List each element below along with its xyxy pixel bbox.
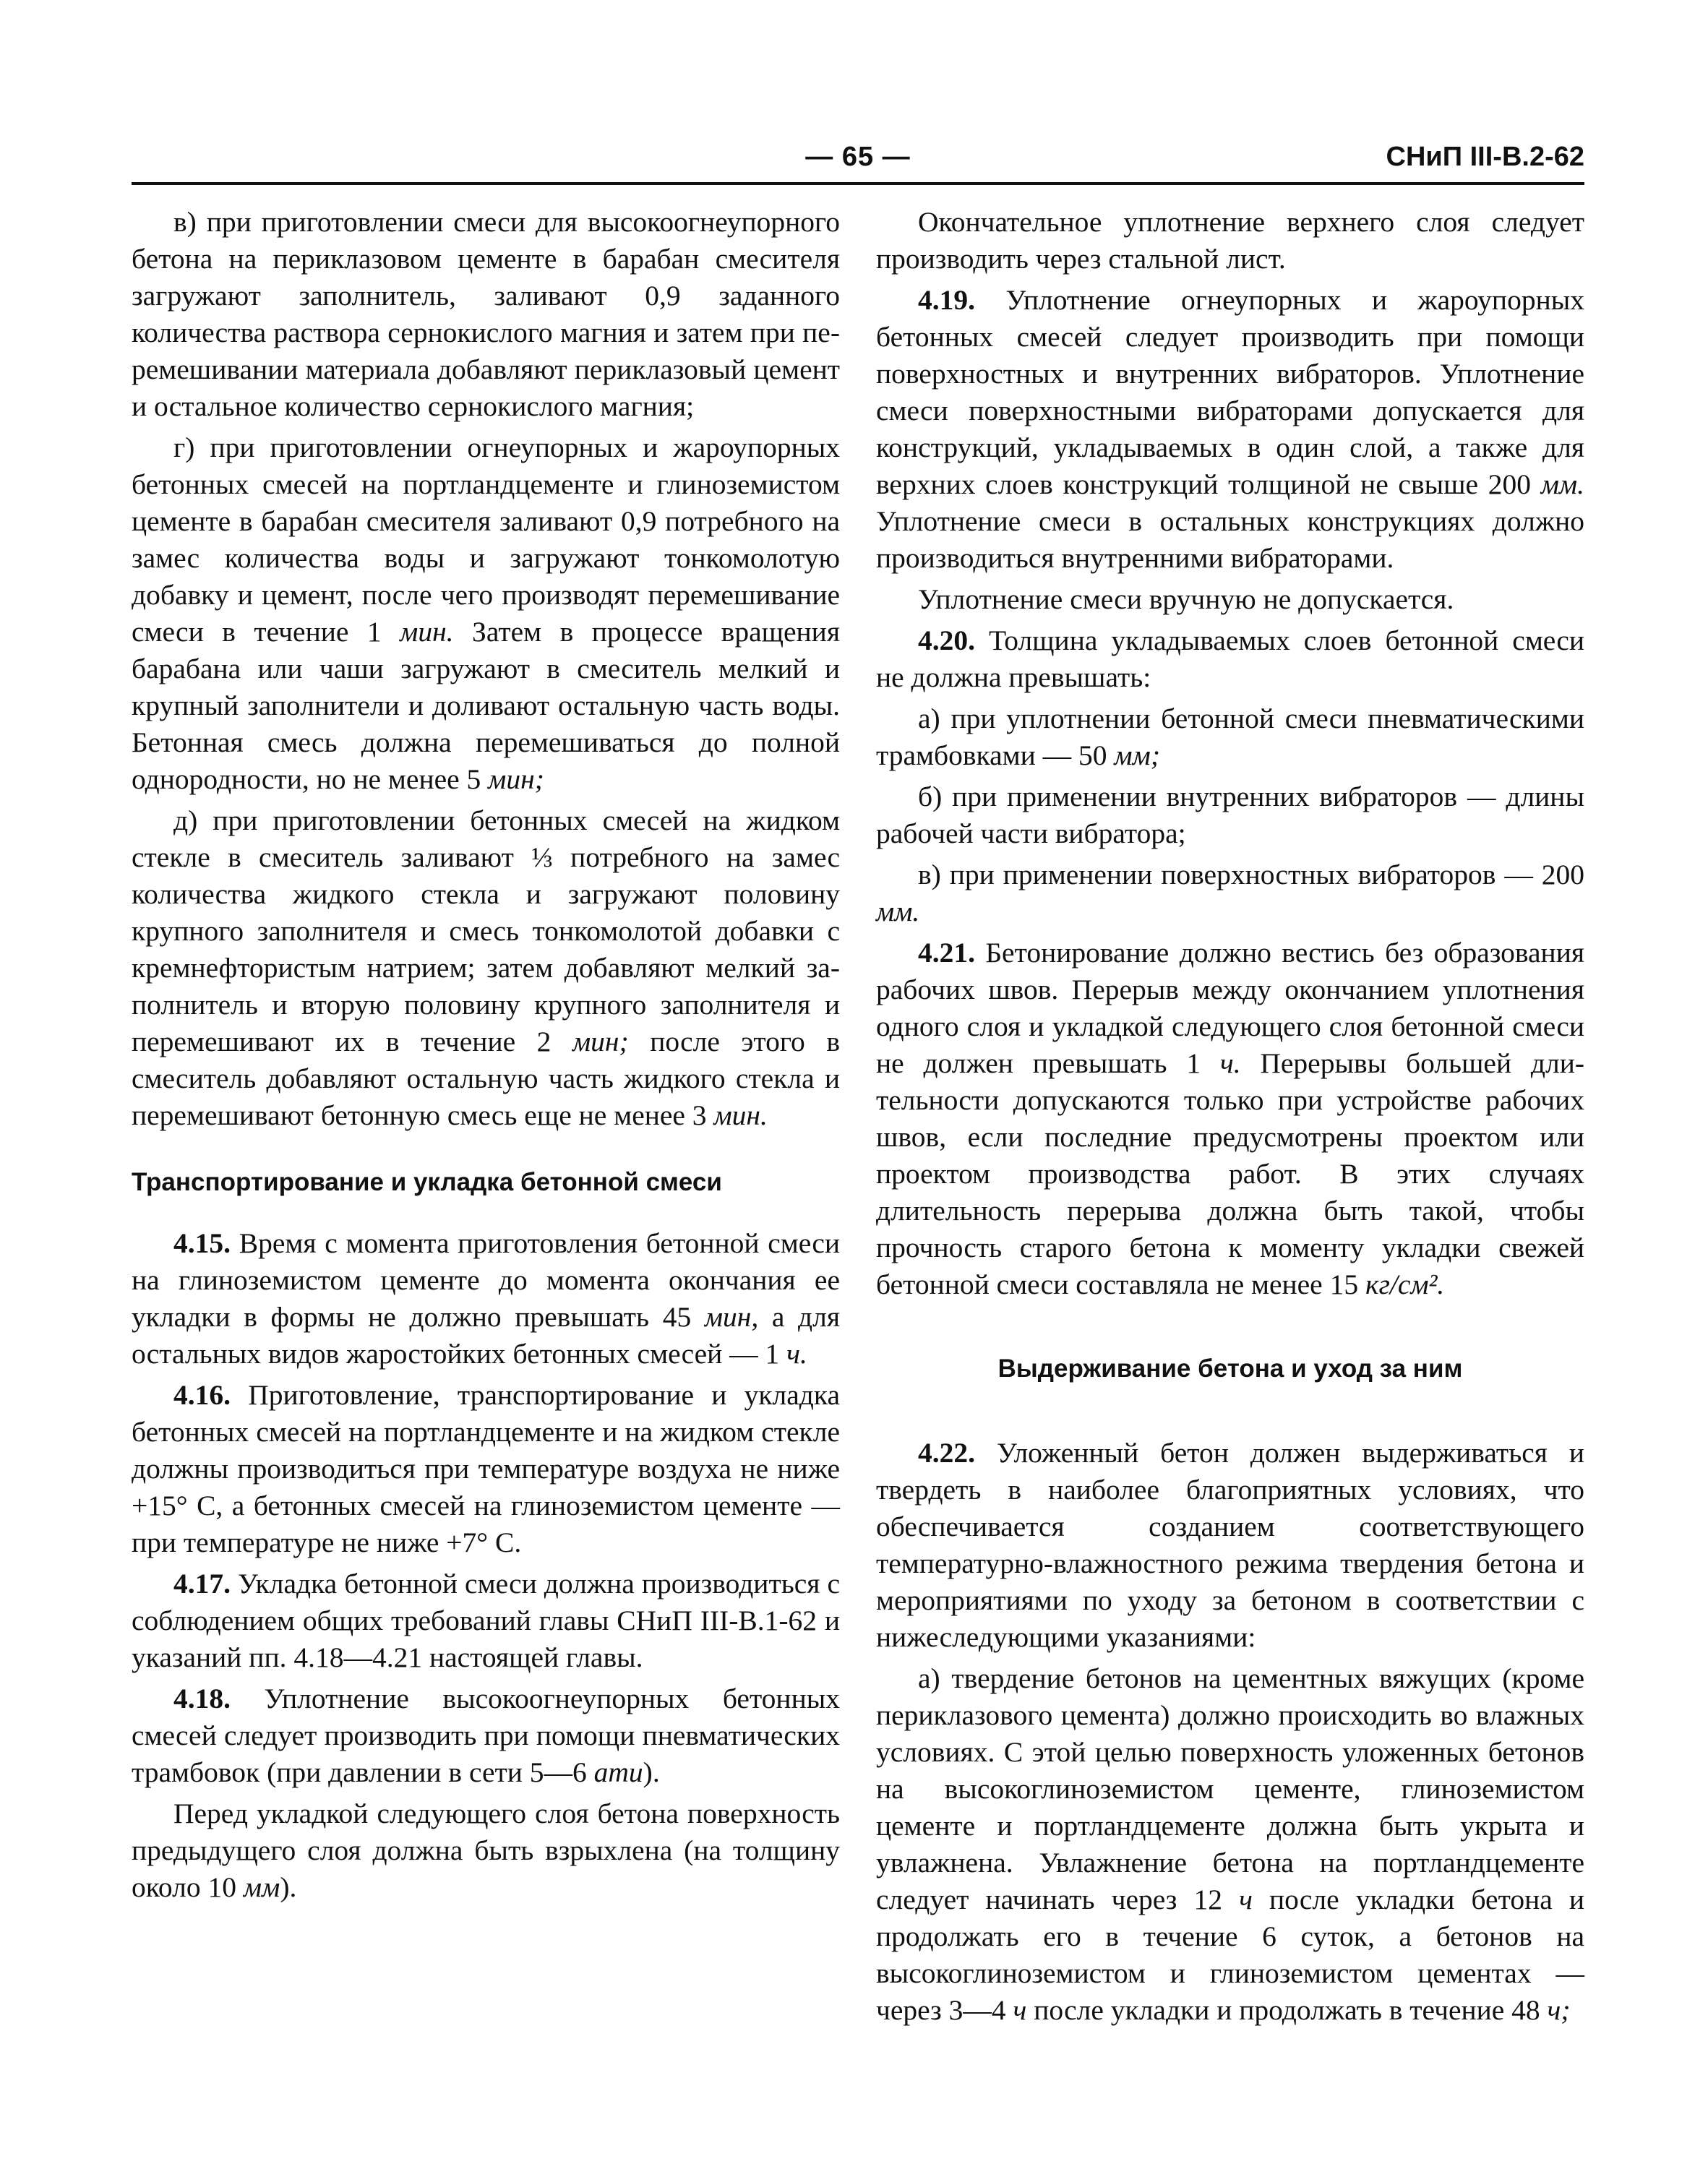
- clause-4-20-v: в) при применении поверхностных вибраторов — 200 мм.: [876, 859, 1584, 927]
- clause-4-16: 4.16. Приготовление, транспортирование и укладка бетонных смесей на портландцементе и на жидком стекле должны производиться при температуре воздуха не ниже +15° С, а бетонных смесей на глиноземистом цементе — при температуре не ниже +7° С.: [132, 1379, 840, 1558]
- item-g-paragraph: г) при приготовлении огнеупорных и жароупорных бетонных смесей на портландцементе и глиноземистом цементе в барабан смесителя заливают 0,9 потребного на замес количества воды и загружают тонкомолотую добавку и цемент, после чего производят перемешивание смеси в течение 1 мин. Затем в процессе вращения барабана или чаши загружают в смеситель мелкий и крупный заполнители и доливают остальную часть воды. Бетонная смесь должна перемешиваться до полной однородности, но не менее 5 мин;: [132, 431, 840, 795]
- clause-4-22: 4.22. Уложенный бетон должен выдерживаться и твердеть в наиболее благоприятных условиях, что обеспечивается созданием соответствующего температурно-влажностного режима твердения бетона и мероприятиями по уходу за бетоном в соответствии с нижеследующими указаниями:: [876, 1437, 1584, 1653]
- section-heading-transport: Транспортирование и укладка бетонной смеси: [132, 1168, 722, 1196]
- clause-4-20: 4.20. Толщина укладываемых слоев бетонной смеси не должна превышать:: [876, 624, 1584, 693]
- clause-4-19: 4.19. Уплотнение огнеупорных и жароупорных бетонных смесей следует производить при помощи поверхностных и внутренних вибраторов. Уплотнение смеси поверхностными вибраторами допускается для конструкций, укладываемых в один слой, а также для верхних слоев конструкций толщиной не свыше 200 мм. Уплотнение смеси в остальных конструкциях должно производиться внутренними вибраторами.: [876, 284, 1584, 574]
- clause-4-21: 4.21. Бетонирование должно вестись без образования рабочих швов. Перерыв между окончанием уплотнения одного слоя и укладкой следующего слоя бетонной смеси не должен превышать 1 ч. Перерывы большей длительности допускаются только при устройстве рабочих швов, если последние предусмотрены проектом или проектом производства работ. В этих случаях длительность перерыва должна быть такой, чтобы прочность старого бетона к моменту укладки свежей бетонной смеси составляла не менее 15 кг/см².: [876, 937, 1584, 1300]
- clause-4-17: 4.17. Укладка бетонной смеси должна производиться с соблюдением общих требований главы СНиП III-В.1-62 и указаний пп. 4.18—4.21 настоящей главы.: [132, 1568, 840, 1673]
- right-column: [876, 204, 1584, 2029]
- clause-4-22-a: а) твердение бетонов на цементных вяжущих (кроме периклазового цемента) должно происходить во влажных условиях. С этой целью поверхность уложенных бетонов на высокоглиноземистом цементе, глиноземистом цементе и портландцементе должна быть укрыта и увлажнена. Увлажнение бетона на портландцементе следует начинать через 12 ч после укладки бетона и продолжать его в течение 6 суток, а бетонов на высокоглиноземистом и глиноземистом цементах — через 3—4 ч после укладки и продолжать в течение 48 ч;: [876, 1662, 1584, 2026]
- manual-compaction-paragraph: Уплотнение смеси вручную не допускается.: [918, 583, 1454, 615]
- clause-4-18: 4.18. Уплотнение высокоогнеупорных бетонных смесей следует производить при помощи пневматических трамбовок (при давлении в сети 5—6 ати).: [132, 1683, 840, 1788]
- clause-4-15: 4.15. Время с момента приготовления бетонной смеси на глиноземистом цементе до момента окончания ее укладки в формы не должно превышать 45 мин, а для остальных видов жаростойких бетонных смесей — 1 ч.: [132, 1227, 840, 1370]
- page-number: — 65 —: [805, 142, 911, 172]
- item-v-paragraph: в) при приготовлении смеси для высокоогнеупорного бетона на периклазовом цементе в барабан смесителя загружают заполнитель, заливают 0,9 заданного количества раствора сернокислого магния и затем при перемешивании материала добавляют периклазовый цемент и остальное количество сернокислого магния;: [132, 206, 840, 422]
- clause-4-20-a: а) при уплотнении бетонной смеси пневматическими трамбовками — 50 мм;: [876, 703, 1584, 771]
- header-rule: [132, 182, 1584, 185]
- item-d-paragraph: д) при приготовлении бетонных смесей на жидком стекле в смеситель заливают ⅓ потребного на замес количества жидкого стекла и загружают половину крупного заполнителя и смесь тонкомолотой добавки с кремнефтористым натрием; затем добавляют мелкий заполнитель и вторую половину крупного заполнителя и перемешивают их в течение 2 мин; после этого в смеситель добавляют остальную часть жидкого стекла и перемешивают бетонную смесь еще не менее 3 мин.: [132, 804, 840, 1131]
- left-column: [132, 204, 840, 1906]
- section-heading-curing: Выдерживание бетона и уход за ним: [997, 1354, 1463, 1383]
- loosening-paragraph: Перед укладкой следующего слоя бетона поверхность предыдущего слоя должна быть взрыхлена (на толщину около 10 мм).: [132, 1798, 840, 1903]
- clause-4-20-b: б) при применении внутренних вибраторов — длины рабочей части вибратора;: [876, 781, 1584, 849]
- final-compaction-paragraph: Окончательное уплотнение верхнего слоя следует производить через стальной лист.: [876, 206, 1584, 275]
- document-code: СНиП III-В.2-62: [1386, 142, 1584, 172]
- page-header: [132, 142, 1584, 179]
